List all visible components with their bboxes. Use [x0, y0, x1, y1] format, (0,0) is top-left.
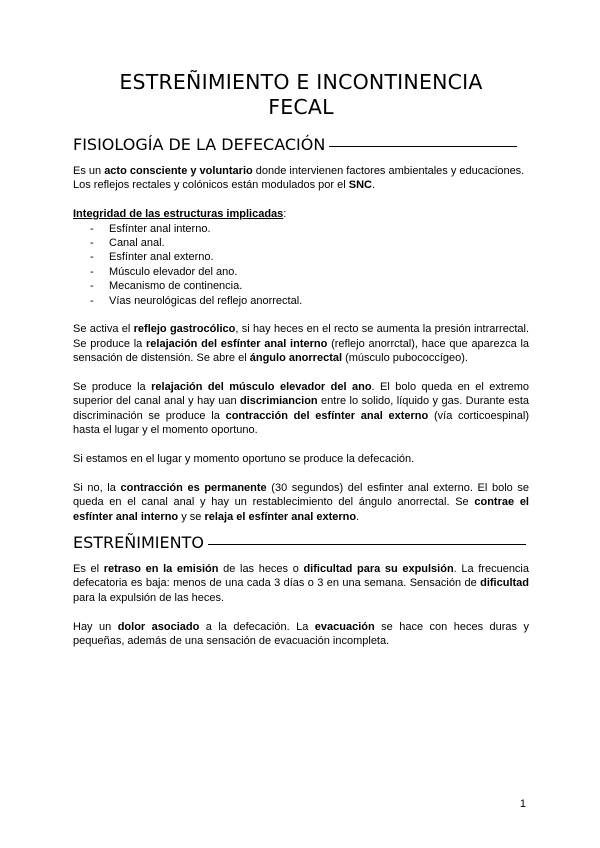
list-item: - Músculo elevador del ano. — [90, 265, 238, 278]
list-item: - Canal anal. — [90, 237, 165, 250]
list-item: - Vías neurológicas del reflejo anorrectal. — [90, 294, 303, 307]
section-heading-estrenimiento — [73, 532, 529, 554]
list-item: - Esfínter anal externo. — [90, 251, 214, 264]
section-heading-fisiologia — [73, 134, 529, 156]
list-item: - Esfínter anal interno. — [90, 222, 211, 235]
paragraph-dolor: Hay un dolor asociado a la defecación. La evacuación se hace con heces duras y pequeñas, además de una sensación de evacuación incompleta. — [73, 620, 529, 648]
text-run: : — [283, 208, 287, 221]
paragraph-elevador: Se produce la relajación del músculo elevador del ano. El bolo queda en el extremo superior del canal anal y hay uan discrimiancion entre lo solido, líquido y gas. Durante esta discriminación se produce la contracción del esfínter anal externo (vía corticoespinal) hasta el lugar y el momento oportuno. — [73, 381, 530, 437]
page-number: 1 — [519, 798, 526, 810]
paragraph-reflejo: Se activa el reflejo gastrocólico, si hay heces en el recto se aumenta la presión intrarrectal. Se produce la relajación del esfínter anal interno (reflejo anorrctal), hace que aparezca la sensación de distensión. Se abre el ángulo anorrectal (músculo pubococcígeo). — [73, 323, 530, 365]
title-line-1: ESTREÑIMIENTO E INCONTINENCIA — [119, 70, 483, 94]
title-line-2: FECAL — [268, 95, 334, 119]
paragraph-intro — [73, 164, 529, 193]
document-page — [73, 70, 529, 649]
section-heading-text: ESTREÑIMIENTO — [73, 533, 204, 553]
bold-run: acto consciente y voluntario — [104, 165, 253, 177]
section-heading-text: FISIOLOGÍA DE LA DEFECACIÓN — [73, 135, 326, 154]
document-title — [73, 70, 529, 120]
text-run: Es un — [73, 165, 105, 177]
bold-run: SNC — [348, 179, 372, 192]
structures-list — [73, 222, 529, 308]
integrity-heading — [73, 207, 529, 221]
list-item: - Mecanismo de continencia. — [90, 280, 243, 293]
paragraph-contraccion: Si no, la contracción es permanente (30 segundos) del esfinter anal externo. El bolo se queda en el canal anal y hay un restablecimiento del ángulo anorrectal. Se contrae el esfínter anal interno y se relaja el esfínter anal externo. — [73, 481, 529, 523]
integrity-heading-text: Integridad de las estructuras implicadas — [73, 208, 284, 221]
text-run: donde intervienen factores ambientales y educaciones. Los reflejos rectales y colónicos están modulados por el — [73, 165, 525, 192]
text-run: . — [372, 179, 376, 192]
paragraph-retraso: Es el retraso en la emisión de las heces o dificultad para su expulsión. La frecuencia defecatoria es baja: menos de una cada 3 días o 3 en una semana. Sensación de dificultad para la expulsión de las heces. — [73, 563, 529, 604]
paragraph-lugar: Si estamos en el lugar y momento oportuno se produce la defecación. — [73, 453, 415, 466]
heading-rule — [329, 146, 517, 147]
heading-rule — [208, 544, 526, 545]
